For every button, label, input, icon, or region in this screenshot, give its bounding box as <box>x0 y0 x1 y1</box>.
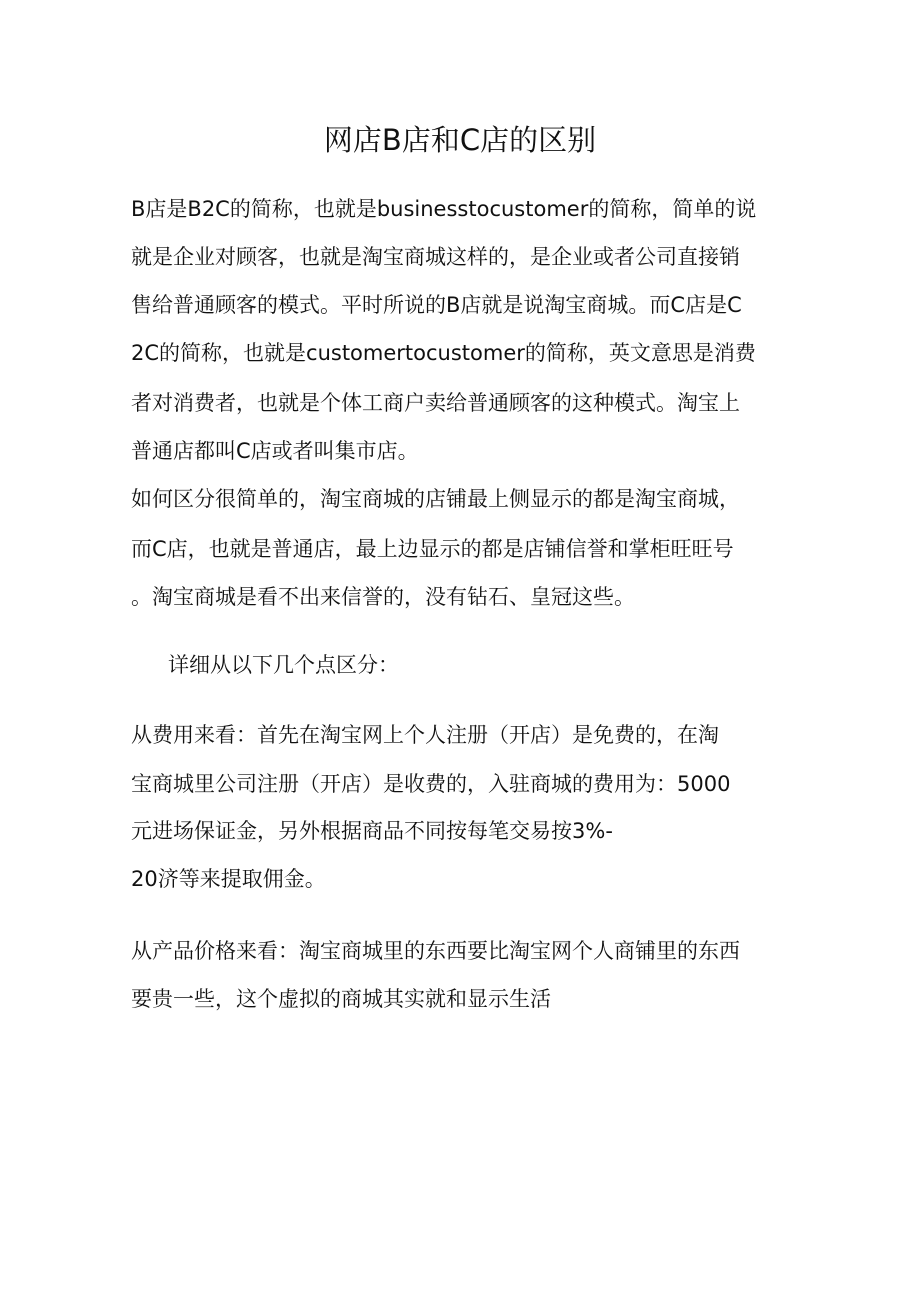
paragraph-line: 从费用来看：首先在淘宝网上个人注册（开店）是免费的，在淘 <box>131 723 719 747</box>
paragraph-line: 就是企业对顾客，也就是淘宝商城这样的，是企业或者公司直接销 <box>131 245 740 269</box>
paragraph-line: 从产品价格来看：淘宝商城里的东西要比淘宝网个人商铺里的东西 <box>131 939 740 963</box>
paragraph-line: 。淘宝商城是看不出来信誉的，没有钻石、皇冠这些。 <box>131 585 635 609</box>
paragraph-line: 而C店，也就是普通店，最上边显示的都是店铺信誉和掌柜旺旺号 <box>131 537 734 561</box>
paragraph-line: 元进场保证金，另外根据商品不同按每笔交易按3%- <box>131 819 613 843</box>
paragraph-line: 售给普通顾客的模式。平时所说的B店就是说淘宝商城。而C店是C <box>131 293 742 317</box>
paragraph-line: B店是B2C的简称，也就是businesstocustomer的简称，简单的说 <box>131 197 757 221</box>
paragraph-line: 宝商城里公司注册（开店）是收费的，入驻商城的费用为：5000 <box>131 772 731 796</box>
paragraph-line: 者对消费者，也就是个体工商户卖给普通顾客的这种模式。淘宝上 <box>131 391 740 415</box>
document-title: 网店B店和C店的区别 <box>323 123 597 157</box>
paragraph-line: 如何区分很简单的，淘宝商城的店铺最上侧显示的都是淘宝商城， <box>131 487 740 511</box>
paragraph-line: 2C的简称，也就是customertocustomer的简称，英文意思是消费 <box>131 341 756 365</box>
paragraph-line: 要贵一些，这个虚拟的商城其实就和显示生活 <box>131 987 551 1011</box>
paragraph-line: 20济等来提取佣金。 <box>131 867 326 891</box>
paragraph-line: 普通店都叫C店或者叫集市店。 <box>131 439 419 463</box>
section-intro-line: 详细从以下几个点区分： <box>168 653 399 677</box>
